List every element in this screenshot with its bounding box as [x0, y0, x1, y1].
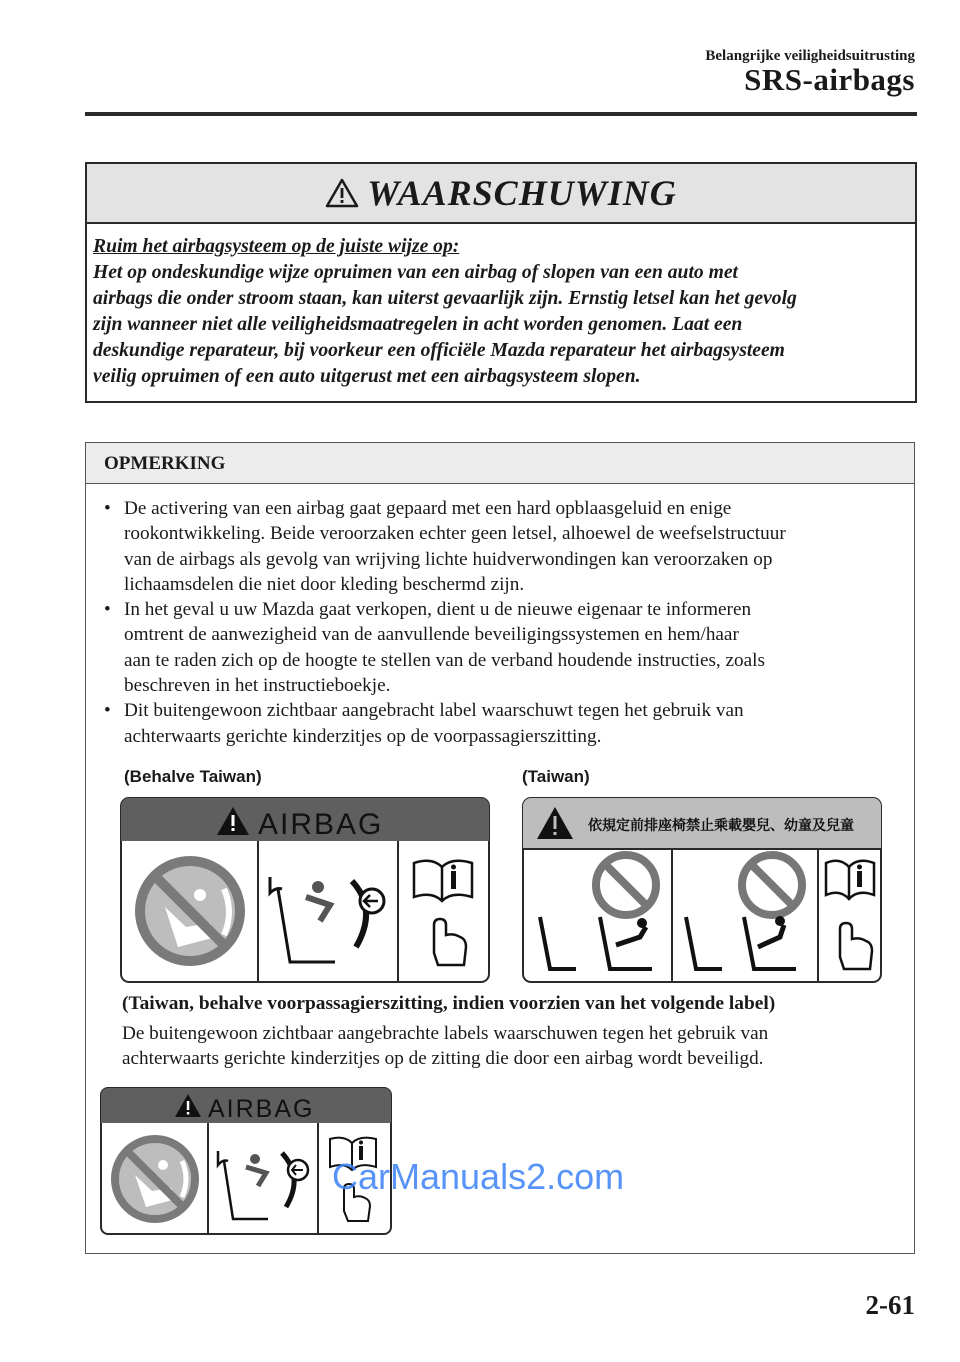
bullet-line: In het geval u uw Mazda gaat verkopen, dient u de nieuwe eigenaar te informeren: [124, 599, 752, 621]
warning-line: veilig opruimen of een auto uitgerust met een airbagsysteem slopen.: [93, 366, 641, 387]
warning-line: airbags die onder stroom staan, kan uiterst gevaarlijk zijn. Ernstig letsel kan het gevolg: [93, 288, 797, 309]
caption-behalve-taiwan: (Behalve Taiwan): [124, 767, 262, 786]
header-rule: [85, 112, 917, 116]
label-word: AIRBAG: [258, 808, 384, 841]
bullet-line: Dit buitengewoon zichtbaar aangebracht label waarschuwt tegen het gebruik van: [124, 700, 744, 722]
watermark-text: CarManuals2.com: [332, 1156, 625, 1197]
bullet-line: beschreven in het instructieboekje.: [124, 675, 391, 697]
warning-text: [93, 234, 911, 390]
bullet-line: aan te raden zich op de hoogte te stellen van de verband houdende instructies, zoals: [124, 649, 765, 671]
warning-line: zijn wanneer niet alle veiligheidsmaatregelen in acht worden genomen. Laat een: [93, 314, 743, 335]
warning-triangle-icon: [325, 178, 359, 208]
warning-heading: Ruim het airbagsysteem op de juiste wijze op:: [93, 236, 460, 257]
note-title: OPMERKING: [104, 453, 226, 474]
sub-line: De buitengewoon zichtbaar aangebrachte labels waarschuwen tegen het gebruik van: [122, 1023, 769, 1044]
page-title: SRS-airbags: [744, 62, 915, 97]
warning-line: deskundige reparateur, bij voorkeur een officiële Mazda reparateur het airbagsysteem: [93, 340, 785, 361]
bullet-item: [102, 597, 907, 698]
bullet-glyph: •: [104, 498, 111, 519]
no-rear-facing-seat-icon: [140, 861, 240, 961]
warning-header: [87, 164, 915, 224]
warning-title: WAARSCHUWING: [367, 173, 677, 213]
taiwan-label-illustration: [522, 797, 882, 983]
note-box: [85, 442, 915, 1254]
section-title: Belangrijke veiligheidsuitrusting: [705, 48, 915, 64]
bullet-line: rookontwikkeling. Beide veroorzaken echter geen letsel, alhoewel de weefselstructuur: [124, 523, 786, 545]
caption-taiwan: (Taiwan): [522, 767, 590, 786]
page-number: 2-61: [865, 1290, 915, 1320]
taiwan-label-text: 依規定前排座椅禁止乘載嬰兒、幼童及兒童: [588, 818, 854, 834]
bullet-item: [102, 496, 907, 597]
label-word: AIRBAG: [208, 1095, 315, 1123]
bullet-line: lichaamsdelen die niet door kleding beschermd zijn.: [124, 573, 525, 595]
warning-box: [85, 162, 917, 403]
sub-line: achterwaarts gerichte kinderzitjes op de zitting die door een airbag wordt beveiligd.: [122, 1048, 764, 1070]
warning-line: Het op ondeskundige wijze opruimen van een airbag of slopen van een auto met: [93, 262, 738, 283]
note-header: [86, 443, 914, 484]
airbag-label-illustration: [120, 797, 490, 983]
no-rear-facing-seat-icon: [115, 1139, 195, 1219]
sub-heading: (Taiwan, behalve voorpassagierszitting, indien voorzien van het volgende label): [122, 993, 776, 1014]
bullet-line: van de airbags als gevolg van wrijving lichte huidverwondingen kan veroorzaken op: [124, 548, 773, 570]
bullet-item: [102, 698, 907, 749]
sub-text: [122, 1021, 912, 1072]
bullet-line: omtrent de aanwezigheid van de aanvullende beveiligingssystemen en hem/haar: [124, 624, 739, 646]
bullet-glyph: •: [104, 700, 111, 722]
note-bullets: [102, 496, 907, 749]
bullet-glyph: •: [104, 599, 111, 621]
bullet-line: De activering van een airbag gaat gepaard met een hard opblaasgeluid en enige: [124, 498, 732, 519]
bullet-line: achterwaarts gerichte kinderzitjes op de voorpassagierszitting.: [124, 725, 602, 747]
footer-watermark: carmanualsonline.info: [759, 1334, 954, 1356]
